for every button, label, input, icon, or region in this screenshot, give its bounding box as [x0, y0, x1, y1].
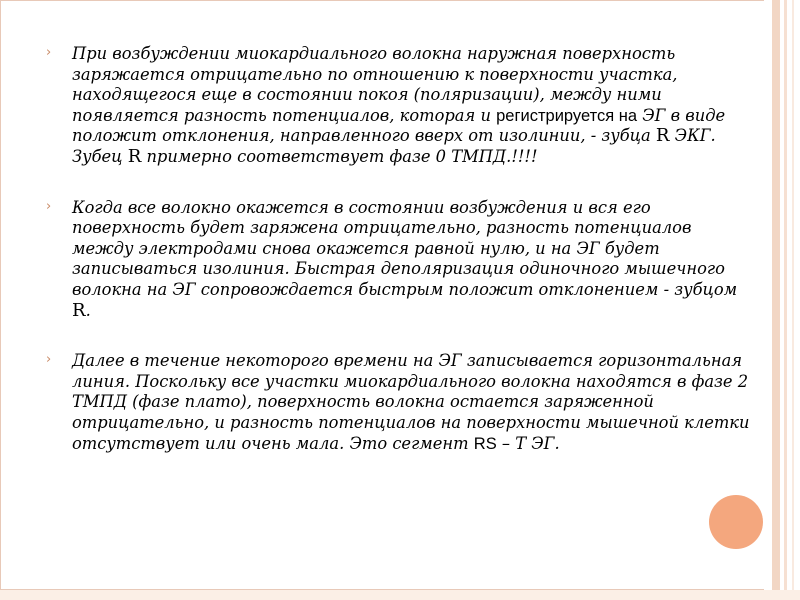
bullet-text-2: Когда все волокно окажется в состоянии возбуждения и вся его поверхность будет заряжена отрицательно, разность потенциалов между электродами снова окажется равной нулю, и на ЭГ будет записываться изолиния. Быстрая деполяризация одиночного мышечного волокна на ЭГ сопровождается быстрым положит отклонением - зубцом R.	[72, 197, 738, 321]
bottom-border-stripe	[0, 590, 800, 600]
slide-content	[46, 44, 756, 484]
right-border-band	[764, 0, 800, 600]
right-border-stripe	[792, 0, 794, 600]
right-border-stripe	[784, 0, 787, 600]
bullet-marker-icon: ›	[46, 45, 52, 60]
bullet-item-3	[46, 351, 756, 454]
bullet-item-1	[46, 44, 756, 168]
bullet-item-2	[46, 198, 756, 322]
right-border-stripe	[772, 0, 780, 600]
decorative-orange-circle	[709, 495, 763, 549]
bullet-text-3: Далее в течение некоторого времени на ЭГ записывается горизонтальная линия. Поскольку все участки миокардиального волокна находятся в фазе 2 ТМПД (фазе плато), поверхность волокна остается заряженной отрицательно, и разность потенциалов на поверхности мышечной клетки отсутствует или очень мала. Это сегмент RS – Т ЭГ.	[72, 351, 750, 453]
bullet-marker-icon: ›	[46, 352, 52, 368]
bullet-text-1: При возбуждении миокардиального волокна наружная поверхность заряжается отрицательно по отношению к поверхности участка, находящегося еще в состоянии покоя (поляризации), между ними появляется разность потенциалов, которая и регистрируется на ЭГ в виде положит отклонения, направленного вверх от изолинии, - зубца R ЭКГ. Зубец R примерно соответствует фазе 0 ТМПД.!!!!	[72, 44, 726, 167]
bullet-marker-icon: ›	[46, 198, 52, 214]
